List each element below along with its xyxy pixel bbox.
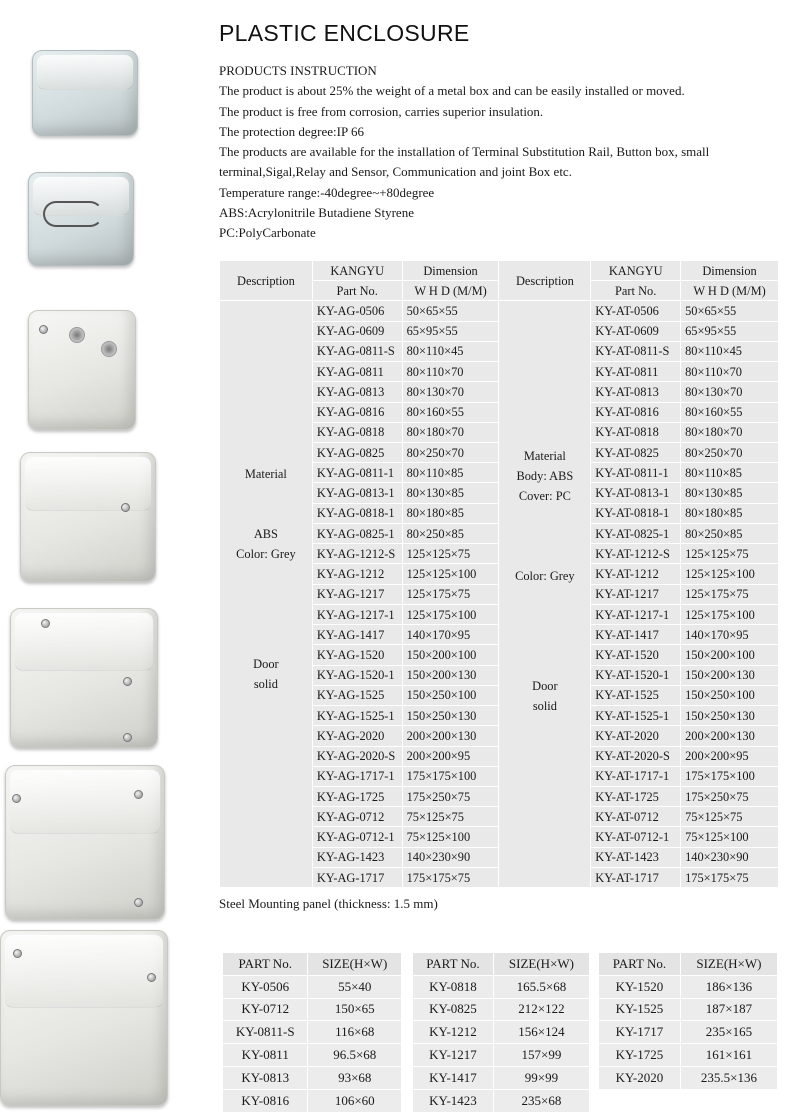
intro-line: Temperature range:-40degree~+80degree — [219, 184, 435, 200]
part-number-cell: KY-AG-1217-1 — [312, 604, 402, 624]
desc-material: Material — [244, 467, 287, 482]
table-row — [413, 1066, 590, 1089]
steel-panel-table — [598, 952, 778, 1090]
dimension-cell: 175×250×75 — [681, 787, 779, 807]
part-number-cell: KY-0816 — [223, 1089, 308, 1112]
intro-line: terminal,Sigal,Relay and Sensor, Communication and joint Box etc. — [219, 164, 572, 180]
part-number-cell: KY-AG-0813 — [312, 382, 402, 402]
part-number-cell: KY-1212 — [413, 1021, 494, 1044]
desc-solid: solid — [253, 677, 278, 692]
part-number-cell: KY-AG-2020 — [312, 726, 402, 746]
size-cell: 235.5×136 — [680, 1066, 777, 1089]
dimension-cell: 80×160×55 — [402, 402, 499, 422]
part-number-cell: KY-AG-0811 — [312, 362, 402, 382]
enclosure-photo-7 — [0, 930, 170, 1110]
table-row — [413, 1089, 590, 1112]
dimension-cell: 140×230×90 — [402, 847, 499, 867]
part-number-cell: KY-AG-1717-1 — [312, 766, 402, 786]
steel-panel-table — [412, 952, 590, 1113]
size-cell: 157×99 — [493, 1044, 589, 1067]
dimension-cell: 75×125×75 — [681, 807, 779, 827]
dimension-cell: 80×180×85 — [681, 503, 779, 523]
part-number-cell: KY-0825 — [413, 998, 494, 1021]
part-number-cell: KY-AT-1717-1 — [591, 766, 681, 786]
part-number-cell: KY-AG-0818-1 — [312, 503, 402, 523]
dimension-cell: 80×160×55 — [681, 402, 779, 422]
intro-line: The product is free from corrosion, carries superior insulation. — [219, 103, 544, 119]
enclosure-photo-4 — [20, 452, 160, 587]
dimension-cell: 80×110×85 — [681, 463, 779, 483]
part-number-cell: KY-AT-0818-1 — [591, 503, 681, 523]
part-number-cell: KY-AT-1717 — [591, 867, 681, 887]
dimension-cell: 80×110×45 — [402, 341, 499, 361]
part-number-cell: KY-AT-1525 — [591, 685, 681, 705]
part-number-cell: KY-AG-0712-1 — [312, 827, 402, 847]
part-number-cell: KY-0712 — [223, 998, 308, 1021]
header-dimension: Dimension — [681, 261, 779, 281]
dimension-cell: 125×125×75 — [402, 544, 499, 564]
part-number-cell: KY-AG-1212-S — [312, 544, 402, 564]
part-number-cell: KY-1520 — [599, 975, 681, 998]
dimension-cell: 80×110×85 — [402, 463, 499, 483]
products-instruction — [219, 61, 779, 244]
part-number-cell: KY-AT-2020-S — [591, 746, 681, 766]
dimension-cell: 75×125×100 — [681, 827, 779, 847]
dimension-cell: 80×130×85 — [681, 483, 779, 503]
dimension-cell: 80×250×70 — [681, 443, 779, 463]
part-number-cell: KY-AG-2020-S — [312, 746, 402, 766]
dimension-cell: 200×200×130 — [681, 726, 779, 746]
page-title: PLASTIC ENCLOSURE — [219, 20, 470, 46]
part-number-cell: KY-AG-1525-1 — [312, 706, 402, 726]
header-whd: W H D (M/M) — [681, 281, 779, 301]
table-header-row — [223, 953, 402, 976]
dimension-cell: 80×180×70 — [681, 422, 779, 442]
dimension-cell: 50×65×55 — [681, 301, 779, 321]
part-number-cell: KY-AG-1717 — [312, 867, 402, 887]
intro-line: The products are available for the installation of Terminal Substitution Rail, Button box, small — [219, 144, 710, 160]
header-part-no: Part No. — [312, 281, 402, 301]
dimension-cell: 150×200×100 — [402, 645, 499, 665]
dimension-cell: 150×250×100 — [681, 685, 779, 705]
header-part-no: PART No. — [223, 953, 308, 976]
desc-door: Door — [253, 657, 279, 672]
intro-line: PC:PolyCarbonate — [219, 225, 316, 241]
table-row — [599, 1066, 778, 1089]
intro-heading: PRODUCTS INSTRUCTION — [219, 63, 377, 78]
size-cell: 93×68 — [308, 1066, 402, 1089]
table-row — [223, 1089, 402, 1112]
dimension-cell: 65×95×55 — [402, 321, 499, 341]
dimension-cell: 150×250×130 — [681, 706, 779, 726]
part-number-cell: KY-AG-1520-1 — [312, 665, 402, 685]
size-cell: 187×187 — [680, 998, 777, 1021]
part-number-cell: KY-AT-1725 — [591, 787, 681, 807]
header-description: Description — [499, 261, 591, 301]
dimension-cell: 175×175×100 — [402, 766, 499, 786]
part-number-cell: KY-AT-1217-1 — [591, 604, 681, 624]
part-number-cell: KY-1717 — [599, 1021, 681, 1044]
enclosure-photo-5 — [10, 608, 162, 753]
header-part-no: PART No. — [413, 953, 494, 976]
dimension-cell: 80×250×70 — [402, 443, 499, 463]
header-size: SIZE(H×W) — [493, 953, 589, 976]
dimension-cell: 125×175×100 — [681, 604, 779, 624]
dimension-cell: 140×230×90 — [681, 847, 779, 867]
size-cell: 116×68 — [308, 1021, 402, 1044]
part-number-cell: KY-1423 — [413, 1089, 494, 1112]
dimension-cell: 200×200×95 — [402, 746, 499, 766]
size-cell: 161×161 — [680, 1044, 777, 1067]
part-number-cell: KY-0811 — [223, 1044, 308, 1067]
part-number-cell: KY-1417 — [413, 1066, 494, 1089]
part-number-cell: KY-AG-0506 — [312, 301, 402, 321]
part-number-cell: KY-AG-1423 — [312, 847, 402, 867]
description-cell-abs-pc — [499, 301, 591, 888]
dimension-cell: 80×130×85 — [402, 483, 499, 503]
steel-panel-table — [222, 952, 402, 1113]
header-description: Description — [220, 261, 313, 301]
dimension-cell: 125×125×75 — [681, 544, 779, 564]
table-row — [223, 975, 402, 998]
part-number-cell: KY-AG-0816 — [312, 402, 402, 422]
table-row — [223, 1044, 402, 1067]
part-number-cell: KY-2020 — [599, 1066, 681, 1089]
part-number-cell: KY-AT-0811 — [591, 362, 681, 382]
dimension-cell: 175×175×75 — [402, 867, 499, 887]
part-number-cell: KY-AG-0811-1 — [312, 463, 402, 483]
part-number-cell: KY-0813 — [223, 1066, 308, 1089]
header-part-no: Part No. — [591, 281, 681, 301]
part-number-cell: KY-AG-0818 — [312, 422, 402, 442]
size-cell: 106×60 — [308, 1089, 402, 1112]
dimension-cell: 125×175×75 — [402, 584, 499, 604]
part-number-cell: KY-AT-1217 — [591, 584, 681, 604]
size-cell: 99×99 — [493, 1066, 589, 1089]
intro-line: The protection degree:IP 66 — [219, 123, 364, 139]
desc-color: Color: Grey — [236, 547, 296, 562]
dimension-cell: 80×110×70 — [402, 362, 499, 382]
header-whd: W H D (M/M) — [402, 281, 499, 301]
enclosure-photo-1 — [32, 50, 142, 140]
part-number-cell: KY-AT-1423 — [591, 847, 681, 867]
dimension-cell: 200×200×130 — [402, 726, 499, 746]
dimension-cell: 80×250×85 — [681, 523, 779, 543]
desc-door: Door — [532, 679, 558, 694]
part-number-cell: KY-AG-1525 — [312, 685, 402, 705]
part-number-cell: KY-AT-1212-S — [591, 544, 681, 564]
dimension-cell: 175×175×100 — [681, 766, 779, 786]
header-kangyu: KANGYU — [312, 261, 402, 281]
table-row — [599, 998, 778, 1021]
dimension-cell: 125×175×75 — [681, 584, 779, 604]
part-number-cell: KY-AT-0609 — [591, 321, 681, 341]
part-number-cell: KY-AT-0712 — [591, 807, 681, 827]
dimension-cell: 175×250×75 — [402, 787, 499, 807]
product-photos — [0, 0, 175, 1120]
part-number-cell: KY-AT-1520 — [591, 645, 681, 665]
header-size: SIZE(H×W) — [680, 953, 777, 976]
desc-abs: ABS — [253, 527, 278, 542]
part-number-cell: KY-AT-0813-1 — [591, 483, 681, 503]
part-number-cell: KY-AT-1212 — [591, 564, 681, 584]
part-number-cell: KY-AT-0818 — [591, 422, 681, 442]
part-number-cell: KY-AT-0813 — [591, 382, 681, 402]
size-cell: 212×122 — [493, 998, 589, 1021]
part-number-cell: KY-AG-0825-1 — [312, 523, 402, 543]
dimension-cell: 150×200×100 — [681, 645, 779, 665]
part-number-cell: KY-AT-0816 — [591, 402, 681, 422]
desc-color: Color: Grey — [515, 569, 575, 584]
part-number-cell: KY-0818 — [413, 975, 494, 998]
dimension-cell: 125×125×100 — [402, 564, 499, 584]
table-row — [599, 1021, 778, 1044]
size-cell: 96.5×68 — [308, 1044, 402, 1067]
part-number-cell: KY-AT-1525-1 — [591, 706, 681, 726]
part-number-cell: KY-AG-1725 — [312, 787, 402, 807]
desc-material: Material — [523, 449, 566, 464]
header-kangyu: KANGYU — [591, 261, 681, 281]
part-number-cell: KY-AT-1417 — [591, 625, 681, 645]
dimension-cell: 80×180×70 — [402, 422, 499, 442]
dimension-cell: 175×175×75 — [681, 867, 779, 887]
table-row — [223, 998, 402, 1021]
part-number-cell: KY-AT-0712-1 — [591, 827, 681, 847]
size-cell: 235×68 — [493, 1089, 589, 1112]
dimension-cell: 80×110×45 — [681, 341, 779, 361]
dimension-cell: 150×250×130 — [402, 706, 499, 726]
part-number-cell: KY-AG-0609 — [312, 321, 402, 341]
size-cell: 186×136 — [680, 975, 777, 998]
header-part-no: PART No. — [599, 953, 681, 976]
table-row — [599, 975, 778, 998]
table-row — [223, 1021, 402, 1044]
part-number-cell: KY-AT-0506 — [591, 301, 681, 321]
part-number-cell: KY-AG-1212 — [312, 564, 402, 584]
size-cell: 150×65 — [308, 998, 402, 1021]
dimension-cell: 75×125×75 — [402, 807, 499, 827]
table-row — [599, 1044, 778, 1067]
dimension-cell: 80×110×70 — [681, 362, 779, 382]
intro-line: The product is about 25% the weight of a metal box and can be easily installed or moved. — [219, 83, 685, 99]
dimension-cell: 125×175×100 — [402, 604, 499, 624]
part-number-cell: KY-AG-0712 — [312, 807, 402, 827]
desc-body: Body: ABS — [516, 469, 574, 484]
table-row — [413, 1044, 590, 1067]
header-dimension: Dimension — [402, 261, 499, 281]
part-number-cell: KY-AG-0811-S — [312, 341, 402, 361]
enclosure-spec-table — [219, 260, 779, 888]
part-number-cell: KY-AG-1417 — [312, 625, 402, 645]
intro-line: ABS:Acrylonitrile Butadiene Styrene — [219, 205, 414, 221]
size-cell: 235×165 — [680, 1021, 777, 1044]
steel-panel-caption: Steel Mounting panel (thickness: 1.5 mm) — [219, 896, 438, 911]
part-number-cell: KY-1217 — [413, 1044, 494, 1067]
part-number-cell: KY-AG-0825 — [312, 443, 402, 463]
enclosure-photo-2 — [28, 172, 138, 272]
table-row — [220, 301, 779, 321]
dimension-cell: 150×200×130 — [402, 665, 499, 685]
dimension-cell: 125×125×100 — [681, 564, 779, 584]
description-cell-abs — [220, 301, 313, 888]
dimension-cell: 80×250×85 — [402, 523, 499, 543]
size-cell: 156×124 — [493, 1021, 589, 1044]
part-number-cell: KY-AT-2020 — [591, 726, 681, 746]
part-number-cell: KY-AT-0825-1 — [591, 523, 681, 543]
dimension-cell: 75×125×100 — [402, 827, 499, 847]
table-row — [413, 1021, 590, 1044]
part-number-cell: KY-0506 — [223, 975, 308, 998]
dimension-cell: 140×170×95 — [681, 625, 779, 645]
enclosure-photo-3 — [28, 310, 140, 435]
dimension-cell: 150×200×130 — [681, 665, 779, 685]
table-header-row — [599, 953, 778, 976]
table-row — [413, 975, 590, 998]
enclosure-photo-6 — [5, 765, 170, 925]
part-number-cell: KY-AG-1217 — [312, 584, 402, 604]
dimension-cell: 140×170×95 — [402, 625, 499, 645]
dimension-cell: 150×250×100 — [402, 685, 499, 705]
dimension-cell: 50×65×55 — [402, 301, 499, 321]
part-number-cell: KY-AT-0811-1 — [591, 463, 681, 483]
dimension-cell: 200×200×95 — [681, 746, 779, 766]
desc-cover: Cover: PC — [518, 489, 571, 504]
dimension-cell: 80×130×70 — [402, 382, 499, 402]
size-cell: 165.5×68 — [493, 975, 589, 998]
header-size: SIZE(H×W) — [308, 953, 402, 976]
table-header-row — [413, 953, 590, 976]
dimension-cell: 80×180×85 — [402, 503, 499, 523]
part-number-cell: KY-AT-0811-S — [591, 341, 681, 361]
dimension-cell: 80×130×70 — [681, 382, 779, 402]
part-number-cell: KY-1725 — [599, 1044, 681, 1067]
dimension-cell: 65×95×55 — [681, 321, 779, 341]
part-number-cell: KY-AG-1520 — [312, 645, 402, 665]
part-number-cell: KY-AT-0825 — [591, 443, 681, 463]
desc-solid: solid — [532, 699, 557, 714]
part-number-cell: KY-AG-0813-1 — [312, 483, 402, 503]
table-row — [223, 1066, 402, 1089]
size-cell: 55×40 — [308, 975, 402, 998]
part-number-cell: KY-1525 — [599, 998, 681, 1021]
part-number-cell: KY-0811-S — [223, 1021, 308, 1044]
part-number-cell: KY-AT-1520-1 — [591, 665, 681, 685]
table-row — [413, 998, 590, 1021]
